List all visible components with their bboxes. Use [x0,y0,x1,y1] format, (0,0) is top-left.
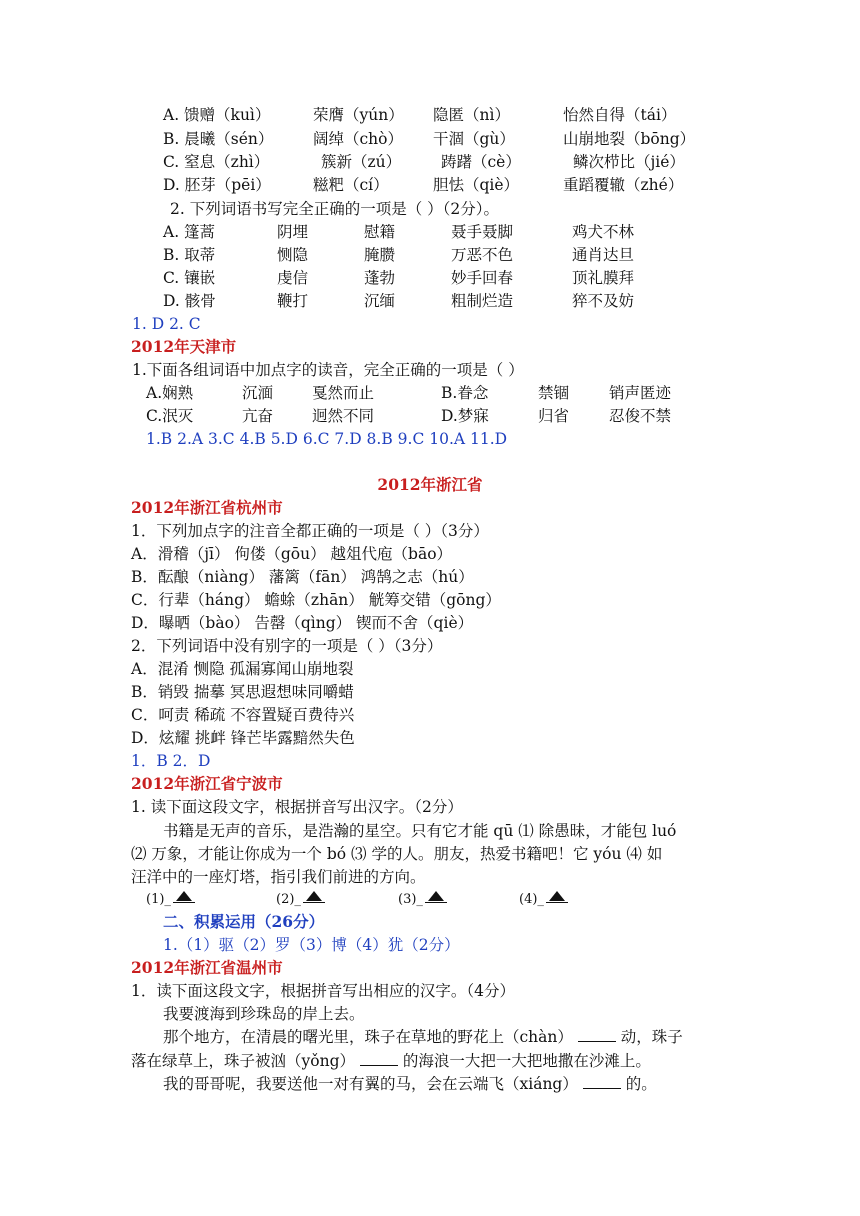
ningbo-blank-3-label: (3)_ [398,892,423,907]
answer-blank[interactable] [360,1051,398,1066]
tj-c-3: 迥然不同 [312,407,375,425]
tianjin-row-ab [146,382,786,404]
section-title-zhejiang: 2012年浙江省 [377,475,483,494]
q2-prompt: 2. 下列词语书写完全正确的一项是（ ）（2分）。 [170,200,500,218]
hangzhou-q1-option-b: B．酝酿（niàng） 藩篱（fān） 鸿鹄之志（hú） [131,568,474,586]
wenzhou-paragraph-1: 我要渡海到珍珠岛的岸上去。 [163,1005,365,1023]
hangzhou-q2-option-c: C．呵责 稀疏 不容置疑百费待兴 [131,706,355,724]
hangzhou-q1-option-d: D．曝晒（bào） 告罄（qìng） 锲而不舍（qiè） [131,614,474,632]
q1-option-b-word2: 阔绰（chò） [313,130,403,148]
q2-option-a-row [163,221,763,243]
wenzhou-p3-end: 的。 [625,1075,657,1093]
tj-c-1: C.泯灭 [146,407,194,425]
q1-option-c-row [163,151,763,173]
section-heading-wenzhou: 2012年浙江省温州市 [131,958,283,977]
tj-a-1: A.娴熟 [146,384,194,402]
answer-blank[interactable] [578,1027,616,1042]
wenzhou-p3-text: 我的哥哥呢，我要送他一对有翼的马，会在云端飞（xiáng） [163,1075,578,1093]
q2-c-5: 顶礼膜拜 [572,269,635,287]
hangzhou-q2-option-d: D．炫耀 挑衅 锋芒毕露黯然失色 [131,729,355,747]
hangzhou-q2-option-b: B．销毁 揣摹 冥思遐想味同嚼蜡 [131,683,354,701]
ningbo-blank-1-label: (1)_ [146,892,171,907]
ningbo-answer: 1.（1）驱（2）罗（3）博（4）犹（2分） [163,936,460,954]
q2-d-4: 粗制烂造 [451,292,514,310]
q2-a-4: 聂手聂脚 [451,223,514,241]
answer-line: 1. D 2. C [132,315,201,333]
q2-c-1: C. 镶嵌 [163,269,216,287]
q2-d-3: 沉缅 [364,292,396,310]
ningbo-blank-2-label: (2)_ [276,892,301,907]
q1-option-a-word1: A. 馈赠（kuì） [163,106,271,124]
q2-c-3: 蓬勃 [364,269,396,287]
tj-a-2: 沉湎 [242,384,274,402]
q1-option-b-word4: 山崩地裂（bōng） [563,130,696,148]
q1-option-a-word2: 荣膺（yún） [313,106,404,124]
wenzhou-paragraph-2a [163,1026,683,1048]
hangzhou-q1-option-a: A．滑稽（jī） 佝偻（gōu） 越俎代庖（bāo） [131,545,453,563]
tianjin-row-cd [146,405,786,427]
q1-option-a-word3: 隐匿（nì） [433,106,510,124]
tj-b-3: 销声匿迹 [609,384,672,402]
wenzhou-q1-prompt: 1．读下面这段文字，根据拼音写出相应的汉字。（4分） [131,982,515,1000]
q2-option-b-row [163,244,763,266]
tj-a-3: 戛然而止 [312,384,375,402]
q2-option-d-row [163,290,763,312]
q1-option-a-word4: 怡然自得（tái） [563,106,677,124]
hangzhou-answer: 1．B 2．D [131,752,211,770]
tj-c-2: 亢奋 [242,407,274,425]
q1-option-c-word3: 踌躇（cè） [441,153,521,171]
tianjin-q1-prompt: 1.下面各组词语中加点字的读音，完全正确的一项是（ ） [132,361,524,379]
q1-option-b-word1: B. 晨曦（sén） [163,130,274,148]
wenzhou-p2b-end: 的海浪一大把一大把地撒在沙滩上。 [402,1052,651,1070]
q2-b-1: B. 取蒂 [163,246,216,264]
wenzhou-p2b-text: 落在绿草上，珠子被汹（yǒng） [131,1052,355,1070]
triangle-marker-icon [173,889,195,903]
q2-b-3: 腌臜 [364,246,396,264]
q1-option-c-word2: 簇新（zú） [321,153,402,171]
q1-option-d-word4: 重蹈覆辙（zhé） [563,176,684,194]
triangle-marker-icon [425,889,447,903]
q2-c-2: 虔信 [277,269,309,287]
triangle-marker-icon [303,889,325,903]
q2-d-5: 猝不及妨 [572,292,635,310]
tj-b-2: 禁锢 [538,384,570,402]
q1-option-d-word3: 胆怯（qiè） [433,176,520,194]
wenzhou-p2a-text: 那个地方，在清晨的曙光里，珠子在草地的野花上（chàn） [163,1028,573,1046]
ningbo-blank-4 [519,889,570,911]
wenzhou-p2a-end: 动，珠子 [620,1028,683,1046]
section-heading-tianjin: 2012年天津市 [131,337,237,356]
tianjin-answers: 1.B 2.A 3.C 4.B 5.D 6.C 7.D 8.B 9.C 10.A 11.D [146,430,508,448]
q2-a-3: 慰籍 [364,223,396,241]
ningbo-section-heading: 二、积累运用（26分） [163,912,325,931]
q2-b-4: 万恶不色 [451,246,514,264]
ningbo-blank-2 [276,889,327,911]
q1-option-d-word1: D. 胚芽（pēi） [163,176,271,194]
q2-a-2: 阴埋 [277,223,309,241]
hangzhou-q1-option-c: C．行辈（háng） 蟾蜍（zhān） 觥筹交错（gōng） [131,591,501,609]
section-heading-hangzhou: 2012年浙江省杭州市 [131,498,283,517]
triangle-marker-icon [546,889,568,903]
ningbo-blank-1 [146,889,197,911]
q2-a-1: A. 篷蒿 [163,223,216,241]
q2-option-c-row [163,267,763,289]
hangzhou-q2-option-a: A．混淆 恻隐 孤漏寡闻山崩地裂 [131,660,354,678]
ningbo-blank-4-label: (4)_ [519,892,544,907]
ningbo-paragraph-line2: ⑵ 万象，才能让你成为一个 bó ⑶ 学的人。朋友，热爱书籍吧！它 yóu ⑷ 如 [131,845,663,863]
hangzhou-q1-prompt: 1．下列加点字的注音全都正确的一项是（ ）（3分） [131,522,489,540]
q1-option-c-word1: C. 窒息（zhì） [163,153,270,171]
q2-a-5: 鸡犬不林 [572,223,635,241]
ningbo-paragraph-line1: 书籍是无声的音乐，是浩瀚的星空。只有它才能 qū ⑴ 除愚昧，才能包 luó [163,822,677,840]
q1-option-d-row [163,174,763,196]
wenzhou-paragraph-2b [131,1050,651,1072]
q2-b-2: 恻隐 [277,246,309,264]
tj-d-3: 忍俊不禁 [609,407,672,425]
ningbo-blanks-row [146,889,606,911]
section-heading-ningbo: 2012年浙江省宁波市 [131,774,283,793]
answer-blank[interactable] [583,1074,621,1089]
tj-d-2: 归省 [538,407,570,425]
wenzhou-paragraph-3 [163,1073,657,1095]
q2-c-4: 妙手回春 [451,269,514,287]
tj-d-1: D.梦寐 [441,407,489,425]
q1-option-c-word4: 鳞次栉比（jié） [573,153,685,171]
ningbo-blank-3 [398,889,449,911]
q1-option-b-word3: 干涸（gù） [433,130,515,148]
q1-option-b-row [163,128,763,150]
q2-d-1: D. 骸骨 [163,292,216,310]
ningbo-q1-prompt: 1. 读下面这段文字，根据拼音写出汉字。（2分） [131,798,463,816]
ningbo-paragraph-line3: 汪洋中的一座灯塔，指引我们前进的方向。 [131,868,426,886]
tj-b-1: B.眷念 [441,384,489,402]
q2-d-2: 鞭打 [277,292,309,310]
q2-b-5: 通肖达旦 [572,246,635,264]
q1-option-d-word2: 糍粑（cí） [313,176,389,194]
hangzhou-q2-prompt: 2．下列词语中没有别字的一项是（ ）（3分） [131,637,443,655]
q1-option-a-row [163,104,763,126]
